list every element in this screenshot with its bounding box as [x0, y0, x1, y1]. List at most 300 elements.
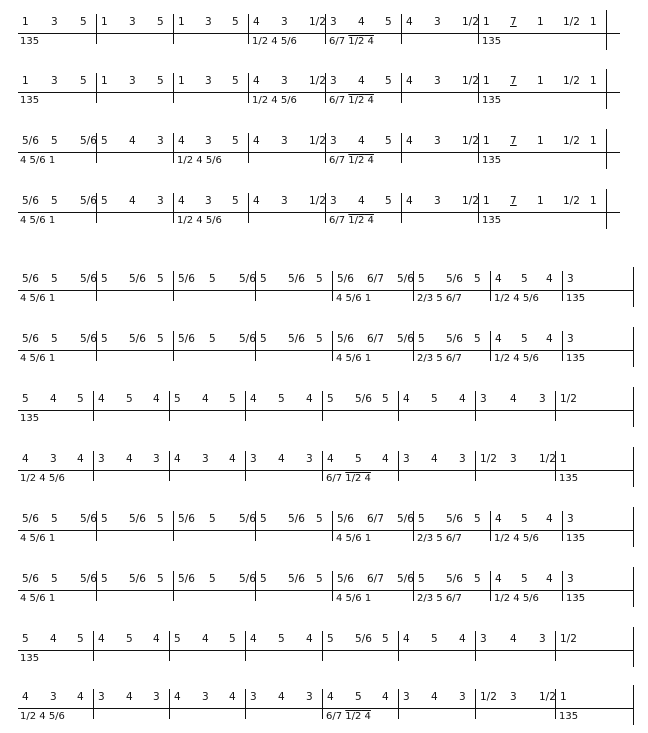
melody-note: 5 — [229, 633, 236, 645]
bass-chord — [566, 533, 585, 545]
melody-note: 5/6 — [239, 333, 256, 345]
melody-note: 5/6 — [288, 273, 305, 285]
barline — [173, 571, 174, 601]
barline — [633, 327, 634, 367]
music-system — [0, 571, 648, 611]
melody-note: 5 — [101, 195, 108, 207]
barline — [322, 391, 323, 421]
barline — [633, 567, 634, 607]
melody-note: 4 — [406, 135, 413, 147]
melody-note: 1 — [590, 16, 597, 28]
bass-chord — [559, 711, 578, 723]
melody-note: 5 — [474, 333, 481, 345]
melody-note: 5/6 — [446, 573, 463, 585]
chord-part: 2/3 5 6/7 — [417, 533, 462, 544]
melody-note: 5 — [385, 75, 392, 87]
melody-note: 5/6 — [239, 513, 256, 525]
melody-note: 5 — [174, 393, 181, 405]
bass-chord — [417, 353, 462, 365]
barline — [398, 391, 399, 421]
melody-note: 5 — [232, 135, 239, 147]
melody-note: 4 — [278, 453, 285, 465]
chord-part: 4 5/6 1 — [20, 155, 56, 166]
melody-note: 1 — [560, 453, 567, 465]
melody-note: 5 — [157, 573, 164, 585]
chord-part: 135 — [482, 95, 502, 106]
melody-note: 5 — [157, 513, 164, 525]
bass-chord — [20, 473, 65, 485]
melody-note: 4 — [358, 195, 365, 207]
chord-part: 2/3 5 6/7 — [417, 353, 462, 364]
bass-chord — [566, 353, 585, 365]
staff-line — [18, 152, 620, 153]
barline — [398, 631, 399, 661]
barline — [606, 10, 607, 50]
melody-note: 4 — [253, 16, 260, 28]
melody-note: 1 — [590, 195, 597, 207]
barline — [322, 451, 323, 481]
melody-note: 5 — [385, 16, 392, 28]
melody-note: 1 — [590, 135, 597, 147]
bass-chord — [20, 593, 55, 605]
melody-note: 7 — [510, 135, 517, 147]
melody-note: 1 — [537, 135, 544, 147]
melody-note: 5 — [101, 513, 108, 525]
melody-note: 5/6 — [397, 513, 414, 525]
melody-note: 5 — [418, 273, 425, 285]
staff-line — [18, 92, 620, 93]
bass-chord — [329, 95, 374, 107]
melody-note: 5/6 — [178, 273, 195, 285]
melody-note: 1 — [537, 16, 544, 28]
bass-chord — [494, 353, 539, 365]
barline — [93, 631, 94, 661]
barline — [475, 391, 476, 421]
barline — [332, 571, 333, 601]
chord-part: 6/7 — [329, 95, 349, 106]
melody-note: 3 — [480, 633, 487, 645]
bass-chord — [20, 711, 65, 723]
melody-note: 3 — [205, 75, 212, 87]
melody-note: 3 — [330, 16, 337, 28]
chord-part: 4 5/6 1 — [336, 293, 372, 304]
melody-note: 5 — [418, 573, 425, 585]
melody-note: 3 — [205, 16, 212, 28]
melody-note: 5 — [232, 195, 239, 207]
melody-note: 5 — [382, 393, 389, 405]
melody-note: 4 — [403, 393, 410, 405]
melody-note: 5 — [101, 273, 108, 285]
melody-note: 5/6 — [22, 513, 39, 525]
melody-note: 5 — [418, 333, 425, 345]
melody-note: 5 — [209, 513, 216, 525]
chord-part: 1/2 4 5/6 — [20, 473, 65, 484]
melody-note: 4 — [306, 633, 313, 645]
melody-note: 4 — [406, 16, 413, 28]
melody-note: 1 — [483, 75, 490, 87]
melody-note: 3 — [98, 453, 105, 465]
melody-note: 1/2 — [462, 16, 479, 28]
melody-note: 5 — [157, 75, 164, 87]
melody-note: 4 — [358, 75, 365, 87]
chord-part: 4 — [361, 473, 371, 484]
melody-note: 5/6 — [22, 195, 39, 207]
melody-note: 4 — [253, 135, 260, 147]
melody-note: 4 — [126, 453, 133, 465]
music-system — [0, 271, 648, 311]
music-system — [0, 331, 648, 371]
melody-note: 5/6 — [337, 273, 354, 285]
chord-part: 4 5/6 1 — [336, 593, 372, 604]
melody-note: 5 — [126, 633, 133, 645]
melody-note: 1 — [178, 75, 185, 87]
melody-note: 1 — [22, 75, 29, 87]
melody-note: 4 — [153, 393, 160, 405]
chord-part: 135 — [482, 155, 502, 166]
melody-note: 5/6 — [80, 273, 97, 285]
barline — [173, 14, 174, 44]
melody-note: 5 — [260, 333, 267, 345]
bass-chord — [326, 711, 371, 723]
staff-line — [18, 530, 633, 531]
melody-note: 4 — [77, 453, 84, 465]
chord-part: 135 — [482, 215, 502, 226]
melody-note: 5 — [260, 573, 267, 585]
bass-chord — [482, 215, 501, 227]
melody-note: 1/2 — [480, 453, 497, 465]
melody-note: 5/6 — [397, 573, 414, 585]
barline — [398, 451, 399, 481]
barline — [490, 331, 491, 361]
barline — [555, 631, 556, 661]
chord-part: 1/2 4 5/6 — [20, 711, 65, 722]
melody-note: 4 — [250, 633, 257, 645]
melody-note: 5/6 — [288, 333, 305, 345]
melody-note: 4 — [178, 135, 185, 147]
melody-note: 3 — [129, 75, 136, 87]
melody-note: 3 — [157, 195, 164, 207]
bass-chord — [336, 293, 371, 305]
melody-note: 4 — [229, 691, 236, 703]
barline — [332, 511, 333, 541]
chord-part: 135 — [566, 293, 586, 304]
barline — [248, 193, 249, 223]
melody-note: 5 — [316, 333, 323, 345]
staff-line — [18, 650, 633, 651]
melody-note: 5/6 — [129, 333, 146, 345]
melody-note: 6/7 — [367, 573, 384, 585]
melody-note: 4 — [431, 691, 438, 703]
chord-part: 1/2 — [345, 473, 362, 484]
melody-note: 3 — [434, 16, 441, 28]
bass-chord — [177, 215, 222, 227]
melody-note: 5 — [157, 16, 164, 28]
chord-part: 6/7 — [329, 155, 349, 166]
melody-note: 6/7 — [367, 273, 384, 285]
melody-note: 4 — [382, 691, 389, 703]
bass-chord — [336, 353, 371, 365]
music-system — [0, 193, 648, 233]
melody-note: 3 — [306, 691, 313, 703]
melody-note: 5 — [174, 633, 181, 645]
melody-note: 3 — [459, 691, 466, 703]
melody-note: 3 — [98, 691, 105, 703]
melody-note: 5 — [385, 195, 392, 207]
barline — [490, 511, 491, 541]
melody-note: 4 — [495, 333, 502, 345]
melody-note: 3 — [434, 75, 441, 87]
melody-note: 5 — [209, 333, 216, 345]
music-system — [0, 451, 648, 491]
melody-note: 3 — [330, 75, 337, 87]
bass-chord — [326, 473, 371, 485]
chord-part: 4 5/6 1 — [336, 533, 372, 544]
melody-note: 1/2 — [462, 135, 479, 147]
chord-part: 1/2 4 5/6 — [252, 95, 297, 106]
melody-note: 4 — [403, 633, 410, 645]
melody-note: 4 — [546, 513, 553, 525]
melody-note: 7 — [510, 195, 517, 207]
bass-chord — [566, 593, 585, 605]
melody-note: 4 — [406, 195, 413, 207]
melody-note: 5 — [278, 393, 285, 405]
bass-chord — [20, 95, 39, 107]
melody-note: 6/7 — [367, 513, 384, 525]
melody-note: 5 — [316, 513, 323, 525]
barline — [248, 73, 249, 103]
melody-note: 3 — [50, 691, 57, 703]
melody-note: 5 — [521, 273, 528, 285]
chord-part: 1/2 4 5/6 — [494, 293, 539, 304]
barline — [401, 73, 402, 103]
barline — [248, 133, 249, 163]
bass-chord — [417, 293, 462, 305]
melody-note: 5/6 — [288, 573, 305, 585]
melody-note: 3 — [510, 453, 517, 465]
staff-line — [18, 470, 633, 471]
melody-note: 1 — [560, 691, 567, 703]
bass-chord — [417, 533, 462, 545]
chord-part: 1/2 4 5/6 — [177, 215, 222, 226]
chord-part: 1/2 4 5/6 — [494, 533, 539, 544]
melody-note: 5/6 — [397, 273, 414, 285]
melody-note: 4 — [50, 633, 57, 645]
melody-note: 5 — [51, 195, 58, 207]
chord-part: 135 — [20, 95, 40, 106]
barline — [173, 511, 174, 541]
melody-note: 4 — [510, 393, 517, 405]
melody-note: 5 — [22, 633, 29, 645]
music-system — [0, 391, 648, 431]
chord-part: 2/3 5 6/7 — [417, 293, 462, 304]
barline — [322, 689, 323, 719]
melody-note: 4 — [77, 691, 84, 703]
melody-note: 5/6 — [355, 633, 372, 645]
melody-note: 3 — [281, 135, 288, 147]
bass-chord — [494, 593, 539, 605]
melody-note: 5 — [474, 273, 481, 285]
melody-note: 3 — [205, 195, 212, 207]
melody-note: 4 — [202, 633, 209, 645]
melody-note: 5 — [431, 633, 438, 645]
chord-part: 135 — [20, 36, 40, 47]
barline — [173, 331, 174, 361]
melody-note: 1 — [537, 195, 544, 207]
barline — [475, 451, 476, 481]
chord-part: 1/2 — [345, 711, 362, 722]
melody-note: 1/2 — [563, 75, 580, 87]
melody-note: 3 — [434, 195, 441, 207]
melody-note: 5 — [101, 573, 108, 585]
melody-note: 3 — [306, 453, 313, 465]
chord-part: 6/7 — [329, 36, 349, 47]
melody-note: 4 — [459, 633, 466, 645]
melody-note: 1/2 — [309, 195, 326, 207]
melody-note: 7 — [510, 16, 517, 28]
melody-note: 5/6 — [178, 513, 195, 525]
melody-note: 5 — [51, 573, 58, 585]
barline — [633, 267, 634, 307]
melody-note: 1 — [483, 16, 490, 28]
melody-note: 4 — [98, 393, 105, 405]
melody-note: 3 — [153, 691, 160, 703]
barline — [332, 331, 333, 361]
music-system — [0, 631, 648, 671]
barline — [169, 689, 170, 719]
barline — [606, 69, 607, 109]
melody-note: 5 — [418, 513, 425, 525]
melody-note: 3 — [205, 135, 212, 147]
melody-note: 1/2 — [462, 75, 479, 87]
barline — [245, 451, 246, 481]
chord-part: 1/2 — [348, 215, 365, 226]
melody-note: 4 — [126, 691, 133, 703]
melody-note: 1/2 — [563, 195, 580, 207]
barline — [633, 387, 634, 427]
chord-part: 6/7 — [326, 473, 346, 484]
melody-note: 5/6 — [80, 513, 97, 525]
melody-note: 3 — [567, 273, 574, 285]
barline — [490, 571, 491, 601]
barline — [248, 14, 249, 44]
bass-chord — [329, 155, 374, 167]
barline — [173, 193, 174, 223]
melody-note: 4 — [202, 393, 209, 405]
barline — [475, 689, 476, 719]
chord-part: 4 — [361, 711, 371, 722]
melody-note: 3 — [330, 135, 337, 147]
melody-note: 5 — [229, 393, 236, 405]
melody-note: 5/6 — [80, 195, 97, 207]
melody-note: 5 — [77, 633, 84, 645]
chord-part: 135 — [20, 653, 40, 664]
melody-note: 1/2 — [309, 135, 326, 147]
chord-part: 4 — [364, 95, 374, 106]
melody-note: 1/2 — [309, 16, 326, 28]
bass-chord — [559, 473, 578, 485]
chord-part: 4 — [364, 155, 374, 166]
melody-note: 5/6 — [397, 333, 414, 345]
melody-note: 4 — [459, 393, 466, 405]
barline — [93, 451, 94, 481]
melody-note: 5 — [209, 573, 216, 585]
melody-note: 4 — [129, 195, 136, 207]
melody-note: 1 — [483, 195, 490, 207]
melody-note: 4 — [229, 453, 236, 465]
melody-note: 5 — [474, 513, 481, 525]
barline — [245, 689, 246, 719]
melody-note: 3 — [51, 75, 58, 87]
barline — [245, 631, 246, 661]
barline — [96, 73, 97, 103]
melody-note: 5/6 — [337, 573, 354, 585]
melody-note: 5 — [101, 333, 108, 345]
chord-part: 4 — [364, 215, 374, 226]
melody-note: 5/6 — [80, 333, 97, 345]
melody-note: 5/6 — [239, 273, 256, 285]
melody-note: 1/2 — [560, 393, 577, 405]
barline — [93, 391, 94, 421]
melody-note: 5 — [232, 16, 239, 28]
bass-chord — [177, 155, 222, 167]
melody-note: 4 — [253, 75, 260, 87]
melody-note: 4 — [495, 573, 502, 585]
melody-note: 4 — [327, 453, 334, 465]
melody-note: 4 — [250, 393, 257, 405]
bass-chord — [494, 293, 539, 305]
melody-note: 4 — [174, 453, 181, 465]
chord-part: 135 — [559, 711, 579, 722]
melody-note: 1/2 — [560, 633, 577, 645]
melody-note: 5 — [51, 273, 58, 285]
melody-note: 3 — [129, 16, 136, 28]
music-system — [0, 511, 648, 551]
melody-note: 4 — [174, 691, 181, 703]
melody-note: 4 — [178, 195, 185, 207]
melody-note: 5/6 — [22, 135, 39, 147]
melody-note: 3 — [539, 633, 546, 645]
bass-chord — [336, 593, 371, 605]
melody-note: 1/2 — [563, 135, 580, 147]
melody-note: 1/2 — [462, 195, 479, 207]
melody-note: 3 — [250, 691, 257, 703]
barline — [93, 689, 94, 719]
melody-note: 5/6 — [129, 573, 146, 585]
melody-note: 4 — [546, 573, 553, 585]
melody-note: 5/6 — [129, 513, 146, 525]
melody-note: 5/6 — [129, 273, 146, 285]
melody-note: 3 — [567, 573, 574, 585]
melody-note: 1 — [101, 75, 108, 87]
bass-chord — [20, 413, 39, 425]
barline — [169, 631, 170, 661]
barline — [562, 271, 563, 301]
melody-note: 1/2 — [539, 453, 556, 465]
chord-part: 1/2 4 5/6 — [494, 353, 539, 364]
melody-note: 5 — [521, 513, 528, 525]
melody-note: 3 — [330, 195, 337, 207]
melody-note: 5 — [431, 393, 438, 405]
melody-note: 5 — [157, 333, 164, 345]
barline — [332, 271, 333, 301]
chord-part: 6/7 — [329, 215, 349, 226]
melody-note: 4 — [98, 633, 105, 645]
barline — [606, 189, 607, 229]
melody-note: 5 — [355, 691, 362, 703]
melody-note: 3 — [403, 453, 410, 465]
barline — [633, 447, 634, 487]
bass-chord — [20, 353, 55, 365]
